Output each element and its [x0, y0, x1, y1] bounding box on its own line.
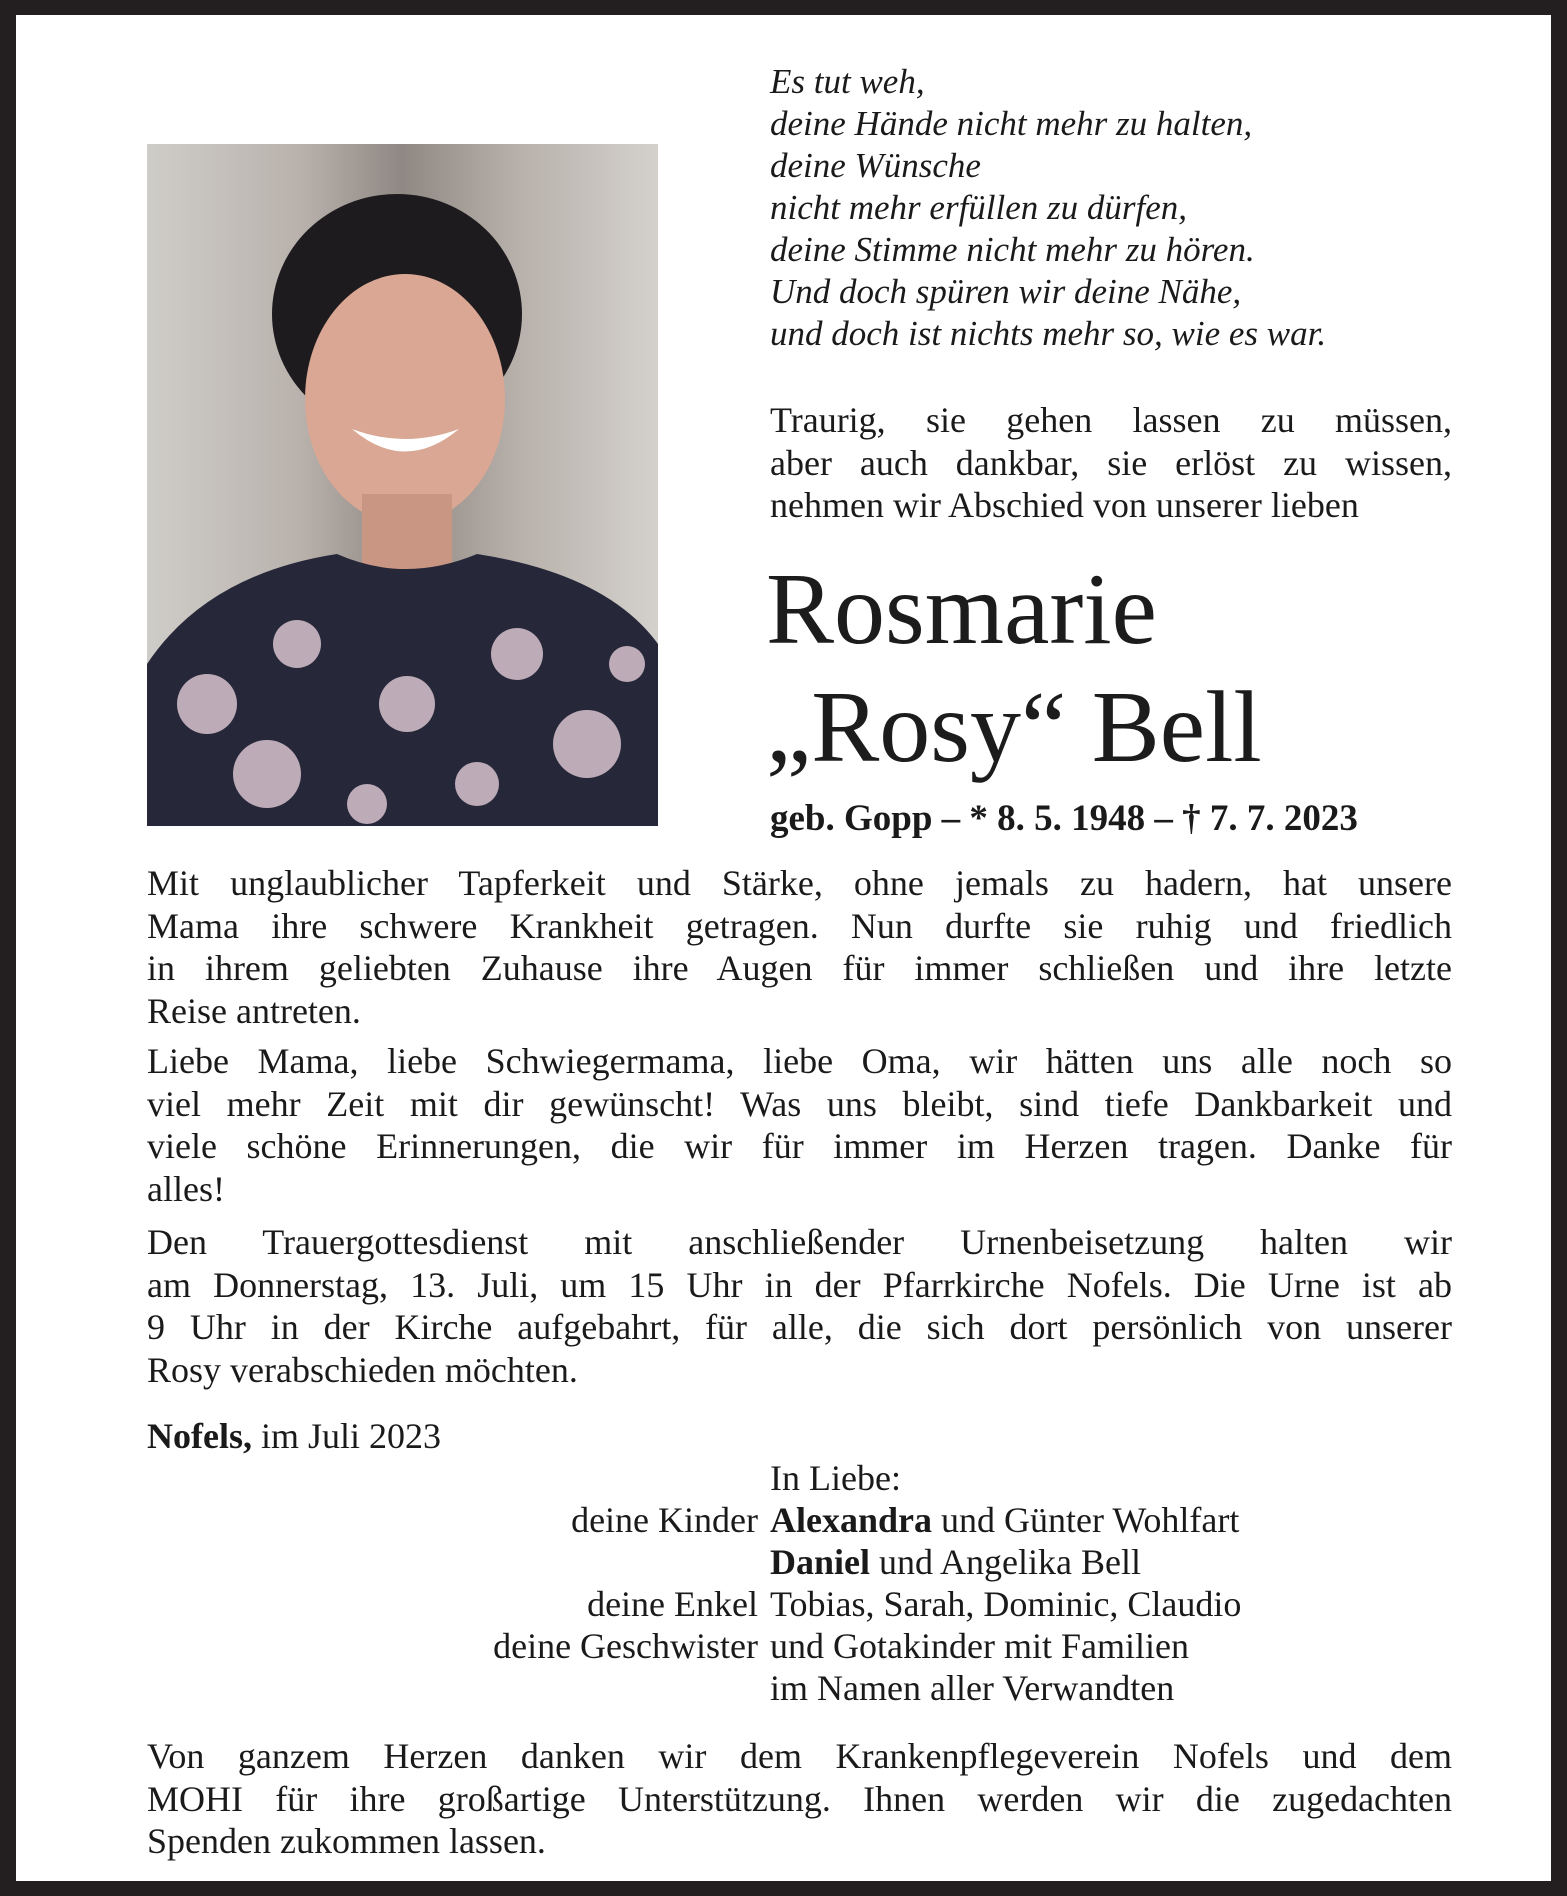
- closing-thanks: [147, 1735, 1452, 1863]
- text-line: viel mehr Zeit mit dir gewünscht! Was uns bleibt, sind tiefe Dankbarkeit und: [147, 1083, 1452, 1124]
- signature-block: [147, 1457, 1452, 1709]
- text-line: 9 Uhr in der Kirche aufgebahrt, für alle, die sich dort persönlich von unserer: [147, 1307, 1452, 1347]
- signature-row: [147, 1667, 1452, 1709]
- text-line: Mit unglaublicher Tapferkeit und Stärke, ohne jemals zu hadern, hat unsere: [147, 863, 1452, 903]
- text-line: Rosy verabschieden möchten.: [147, 1349, 578, 1390]
- text-line: Spenden zukommen lassen.: [147, 1821, 546, 1861]
- text-line: Und doch spüren wir deine Nähe,: [770, 272, 1242, 311]
- poem: [770, 61, 1326, 355]
- paragraph: [147, 862, 1452, 1032]
- text-line: nicht mehr erfüllen zu dürfen,: [770, 188, 1188, 227]
- signature-names: [770, 1541, 1141, 1583]
- text-line: Traurig, sie gehen lassen zu müssen,: [770, 400, 1452, 440]
- paragraph: [147, 1040, 1452, 1210]
- text-line: alles!: [147, 1168, 225, 1209]
- text-line: Von ganzem Herzen danken wir dem Krankenpflegeverein Nofels und dem: [147, 1736, 1452, 1776]
- text-line: deine Stimme nicht mehr zu hören.: [770, 230, 1255, 269]
- name-bold: Daniel: [770, 1542, 871, 1582]
- intro-text: [770, 399, 1452, 527]
- relation-label: [147, 1541, 770, 1583]
- text-line: am Donnerstag, 13. Juli, um 15 Uhr in der Pfarrkirche Nofels. Die Urne ist ab: [147, 1264, 1452, 1305]
- text-line: viele schöne Erinnerungen, die wir für immer im Herzen tragen. Danke für: [147, 1126, 1452, 1166]
- text-line: in ihrem geliebten Zuhause ihre Augen für immer schließen und ihre letzte: [147, 948, 1452, 988]
- text-line: Den Trauergottesdienst mit anschließender Urnenbeisetzung halten wir: [147, 1222, 1452, 1262]
- name-rest: und Gotakinder mit Familien: [770, 1626, 1189, 1666]
- text-line: MOHI für ihre großartige Unterstützung. Ihnen werden wir die zugedachten: [147, 1778, 1452, 1819]
- signature-names: [770, 1625, 1189, 1667]
- text-line: nehmen wir Abschied von unserer lieben: [770, 485, 1359, 525]
- obituary-notice: [16, 15, 1551, 1881]
- name-rest: im Namen aller Verwandten: [770, 1668, 1175, 1708]
- relation-label: deine Geschwister: [493, 1626, 758, 1666]
- name-line-2: „Rosy“ Bell: [766, 671, 1262, 784]
- signature-row: [147, 1583, 1452, 1625]
- name-rest: und Angelika Bell: [870, 1542, 1141, 1582]
- portrait-image: [147, 144, 658, 826]
- text-line: und doch ist nichts mehr so, wie es war.: [770, 314, 1327, 353]
- signature-heading: In Liebe:: [770, 1458, 901, 1498]
- place-town: Nofels,: [147, 1416, 252, 1456]
- place-date: [147, 1415, 441, 1457]
- text-line: deine Hände nicht mehr zu halten,: [770, 104, 1253, 143]
- portrait-photo: [147, 144, 658, 826]
- signature-names: [770, 1583, 1241, 1625]
- text-line: aber auch dankbar, sie erlöst zu wissen,: [770, 442, 1452, 483]
- signature-row: [147, 1499, 1452, 1541]
- relation-label: [147, 1667, 770, 1709]
- signature-row: [147, 1541, 1452, 1583]
- name-bold: Alexandra: [770, 1500, 932, 1540]
- signature-names: [770, 1499, 1239, 1541]
- text-line: Es tut weh,: [770, 62, 925, 101]
- place-date-text: im Juli 2023: [260, 1416, 442, 1456]
- text-line: Mama ihre schwere Krankheit getragen. Nun durfte sie ruhig und friedlich: [147, 905, 1452, 946]
- text-line: Liebe Mama, liebe Schwiegermama, liebe Oma, wir hätten uns alle noch so: [147, 1041, 1452, 1081]
- deceased-name: [766, 551, 1262, 787]
- text-line: deine Wünsche: [770, 146, 981, 185]
- name-line-1: Rosmarie: [766, 553, 1157, 666]
- signature-row: [147, 1625, 1452, 1667]
- paragraph: [147, 1221, 1452, 1391]
- relation-label: deine Kinder: [571, 1500, 758, 1540]
- relation-label: deine Enkel: [587, 1584, 758, 1624]
- text-line: Reise antreten.: [147, 990, 361, 1031]
- name-rest: Tobias, Sarah, Dominic, Claudio: [770, 1584, 1242, 1624]
- signature-names: [770, 1667, 1174, 1709]
- name-rest: und Günter Wohlfart: [932, 1500, 1240, 1540]
- life-dates: geb. Gopp – * 8. 5. 1948 – † 7. 7. 2023: [770, 798, 1358, 839]
